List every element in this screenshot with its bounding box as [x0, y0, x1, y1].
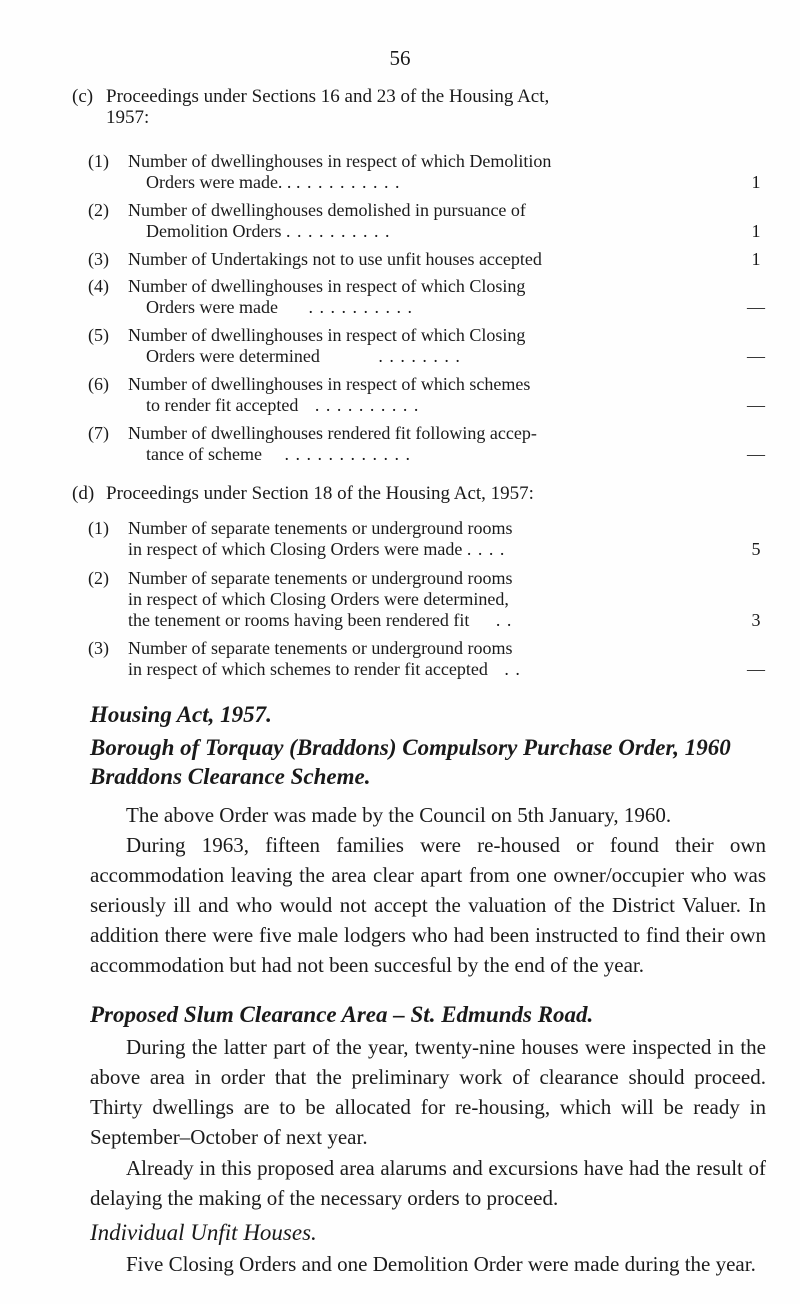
item-text: Number of separate tenements or underground rooms: [128, 518, 513, 538]
item-text: Orders were made: [146, 297, 278, 317]
item-text: in respect of which schemes to render fit accepted: [128, 659, 488, 679]
item-text: Number of dwellinghouses demolished in pursuance of: [128, 200, 526, 220]
item-text: tance of scheme: [146, 444, 262, 464]
item-text: Number of separate tenements or underground rooms: [128, 568, 513, 588]
paragraph-alarums: Already in this proposed area alarums and excursions have had the result of delaying the making of the necessary orders to proceed.: [90, 1156, 766, 1210]
item-number: (7): [88, 423, 109, 443]
item-number: (1): [88, 151, 109, 171]
item-number: (5): [88, 325, 109, 345]
leader-dots: . .: [504, 659, 521, 679]
item-text: Number of Undertakings not to use unfit houses accepted: [128, 249, 542, 269]
leader-dots: . . . . . . . . . .: [314, 395, 420, 415]
item-text: Number of separate tenements or underground rooms: [128, 638, 513, 658]
item-text: Orders were made. .: [146, 172, 292, 192]
paragraph-order-made: The above Order was made by the Council on 5th January, 1960.: [126, 803, 672, 827]
section-c-item-1: [88, 151, 768, 193]
section-c-item-5: [88, 325, 768, 367]
item-number: (1): [88, 518, 109, 538]
section-c-item-6: [88, 374, 768, 416]
leader-dots: . .: [495, 610, 513, 630]
item-value: —: [747, 297, 765, 317]
section-c-label: (c): [72, 86, 94, 107]
leader-dots: . . . . . . . . . .: [308, 297, 413, 317]
item-value: 1: [751, 172, 761, 192]
item-text: Number of dwellinghouses in respect of which schemes: [128, 374, 531, 394]
item-number: (2): [88, 568, 109, 588]
item-text: Number of dwellinghouses in respect of which Closing: [128, 325, 526, 345]
item-value: —: [747, 659, 765, 679]
leader-dots: . . . . . . . . . .: [295, 172, 401, 192]
section-d-item-2: [88, 568, 768, 631]
leader-dots: . . . . . . . . . .: [285, 221, 391, 241]
item-value: 1: [751, 249, 761, 269]
section-c-item-3: [88, 249, 768, 270]
paragraph-slum-clearance: During the latter part of the year, twenty-nine houses were inspected in the above area in order that the preliminary work of clearance should proceed. Thirty dwellings are to be allocated for re-housing, which will be ready in September–October of next year.: [90, 1035, 766, 1149]
item-text: Demolition Orders: [146, 221, 282, 241]
section-c-heading: [72, 86, 732, 128]
item-text: in respect of which Closing Orders were determined,: [128, 589, 509, 609]
item-value: —: [747, 346, 765, 366]
item-text: Number of dwellinghouses in respect of which Closing: [128, 276, 526, 296]
section-d-item-1: [88, 518, 768, 560]
item-value: —: [747, 444, 765, 464]
section-c-item-7: [88, 423, 768, 465]
borough-heading-line: Braddons Clearance Scheme.: [90, 764, 371, 789]
item-text: in respect of which Closing Orders were made: [128, 539, 463, 559]
section-d-title: Proceedings under Section 18 of the Housing Act, 1957:: [106, 483, 534, 504]
borough-heading-line: Borough of Torquay (Braddons) Compulsory Purchase Order, 1960: [90, 735, 731, 760]
item-value: 5: [751, 539, 761, 559]
item-number: (6): [88, 374, 109, 394]
section-d-item-3: [88, 638, 768, 680]
item-text: Number of dwellinghouses in respect of which Demolition: [128, 151, 552, 171]
unfit-houses-heading: Individual Unfit Houses.: [90, 1220, 317, 1245]
section-c-item-4: [88, 276, 768, 318]
paragraph-unfit-houses: Five Closing Orders and one Demolition Order were made during the year.: [126, 1252, 756, 1276]
item-value: —: [747, 395, 765, 415]
paragraph-1963: During 1963, fifteen families were re-housed or found their own accommodation leaving the area clear apart from one owner/occupier who was seriously ill and who would not accept the valuation of the District Valuer. In addition there were five male lodgers who had been instructed to find their own accommodation but had not been succesful by the end of the year.: [90, 833, 766, 977]
item-text: the tenement or rooms having been rendered fit: [128, 610, 470, 630]
item-value: 3: [751, 610, 761, 630]
leader-dots: . . . .: [466, 539, 506, 559]
section-c-title-year: 1957:: [106, 107, 150, 128]
leader-dots: . . . . . . . . . . . .: [284, 444, 411, 464]
item-number: (3): [88, 638, 109, 658]
section-c-item-2: [88, 200, 768, 242]
housing-act-heading: Housing Act, 1957.: [90, 702, 272, 727]
leader-dots: . . . . . . . .: [378, 346, 461, 366]
section-d-label: (d): [72, 483, 95, 504]
item-number: (3): [88, 249, 109, 269]
borough-heading: [90, 733, 780, 791]
item-value: 1: [751, 221, 761, 241]
item-text: to render fit accepted: [146, 395, 299, 415]
section-c-title: Proceedings under Sections 16 and 23 of the Housing Act,: [106, 86, 550, 107]
section-d-heading: [72, 483, 732, 504]
item-text: Orders were determined: [146, 346, 320, 366]
slum-clearance-heading: Proposed Slum Clearance Area – St. Edmunds Road.: [90, 1002, 594, 1027]
page-number: 56: [389, 46, 411, 70]
item-number: (2): [88, 200, 109, 220]
item-number: (4): [88, 276, 109, 296]
item-text: Number of dwellinghouses rendered fit following accep-: [128, 423, 537, 443]
